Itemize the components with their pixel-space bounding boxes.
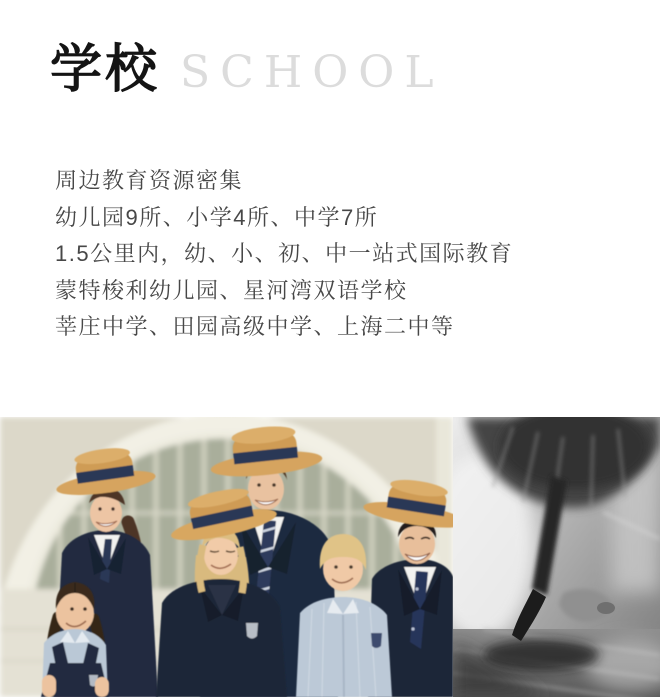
section-header: [50, 39, 444, 100]
photo-strip: [0, 417, 660, 697]
section-title-english: SCHOOL: [180, 47, 444, 98]
education-resources-text: [55, 163, 635, 346]
ballet-photo: [453, 417, 660, 697]
section-title-chinese: 学校: [50, 39, 161, 100]
intro-line: 周边教育资源密集: [55, 168, 244, 193]
students-photo: [0, 417, 453, 697]
intro-line: 1.5公里内，幼、小、初、中一站式国际教育: [55, 241, 514, 266]
intro-line: 蒙特梭利幼儿园、星河湾双语学校: [55, 277, 408, 303]
intro-line: 莘庄中学、田园高级中学、上海二中等: [55, 314, 455, 339]
dancer-shadow: [483, 639, 599, 671]
intro-line: 幼儿园9所、小学4所、中学7所: [55, 204, 379, 230]
